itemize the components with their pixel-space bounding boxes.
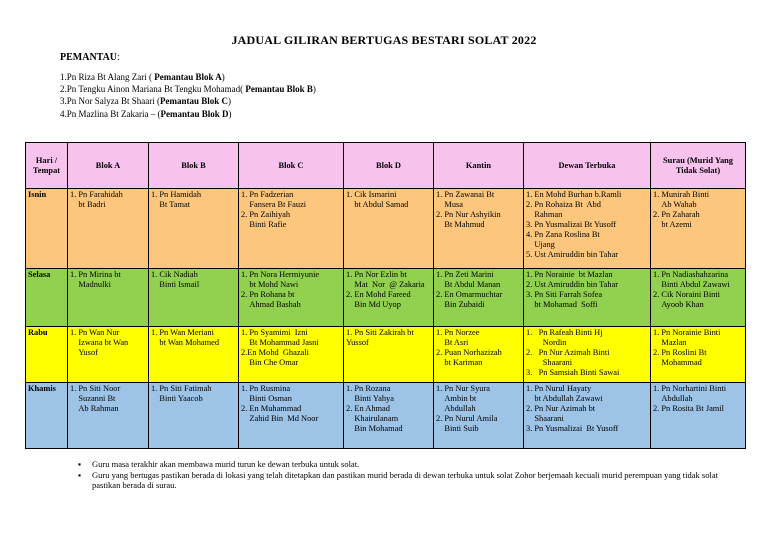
table-row xyxy=(26,189,746,269)
duty-cell xyxy=(434,189,524,269)
teacher-line: Rahman xyxy=(526,210,563,219)
teacher-list xyxy=(70,190,146,210)
teacher-line: Fansera Bt Fauzi xyxy=(241,200,307,209)
teacher-list xyxy=(436,384,521,434)
teacher-line: Bt Mohammad Jasni xyxy=(241,338,319,347)
pemantau-role: Pemantau Blok A xyxy=(154,72,222,82)
teacher-line: 1. Pn Norzee xyxy=(436,328,480,337)
pemantau-name: 1.Pn Riza Bt Alang Zari ( xyxy=(60,72,155,82)
teacher-list xyxy=(436,270,521,310)
column-header: Dewan Terbuka xyxy=(524,143,651,189)
teacher-line: 3. Pn Samsiah Binti Sawai xyxy=(526,368,620,377)
teacher-line: 2. En Omarmuchtar xyxy=(436,290,503,299)
teacher-line: 2. Cik Noraini Binti xyxy=(653,290,720,299)
pemantau-suffix: ) xyxy=(312,84,316,95)
teacher-line: 1. Pn Rozana xyxy=(346,384,391,393)
teacher-list xyxy=(151,328,236,348)
column-header: Hari / Tempat xyxy=(26,143,68,189)
teacher-line: Ambin bt xyxy=(436,394,477,403)
schedule-table xyxy=(25,142,746,449)
teacher-line: Khairulanam xyxy=(346,414,399,423)
teacher-line: 2. Pn Nur Azimah Binti xyxy=(526,348,610,357)
teacher-line: 2. En Muhammad xyxy=(241,404,302,413)
teacher-line: 1. Pn Farahidah xyxy=(70,190,123,199)
teacher-line: 1. Pn Siti Noor xyxy=(70,384,121,393)
teacher-line: 1. Pn Siti Fatimah xyxy=(151,384,212,393)
teacher-line: Bin Che Omar xyxy=(241,358,299,367)
teacher-line: Ab Rahman xyxy=(70,404,119,413)
teacher-line: 3. Pn Yusmalizai Bt Yusoff xyxy=(526,220,617,229)
teacher-line: Binti Osman xyxy=(241,394,292,403)
teacher-line: 1. Cik Nadiah xyxy=(151,270,198,279)
page-title: JADUAL GILIRAN BERTUGAS BESTARI SOLAT 2022 xyxy=(231,33,537,47)
duty-cell xyxy=(344,327,434,383)
teacher-line: 2. Pn Rosita Bt Jamil xyxy=(653,404,724,413)
table-row xyxy=(26,327,746,383)
teacher-line: Ab Wahab xyxy=(653,200,697,209)
teacher-line: Binti Yahya xyxy=(346,394,394,403)
teacher-line: 1. Pn Nora Hermiyunie xyxy=(241,270,320,279)
teacher-list xyxy=(526,190,648,260)
duty-cell xyxy=(149,269,239,327)
header-row xyxy=(26,143,746,189)
teacher-line: 1. Pn Nurul Hayaty xyxy=(526,384,592,393)
pemantau-suffix: ) xyxy=(221,72,225,82)
pemantau-list xyxy=(60,71,316,120)
teacher-line: 1. Munirah Binti xyxy=(653,190,710,199)
teacher-line: 1. Pn Zawanai Bt xyxy=(436,190,495,199)
teacher-line: 2. Pn Nur Azimah bt xyxy=(526,404,596,413)
pemantau-item xyxy=(60,95,316,107)
duty-cell xyxy=(434,327,524,383)
teacher-line: 1. Pn Rafeah Binti Hj xyxy=(526,328,603,337)
teacher-line: Madnulki xyxy=(70,280,111,289)
teacher-line: 2.En Mohd Ghazali xyxy=(241,348,309,357)
teacher-line: 2. Pn Zaharah xyxy=(653,210,700,219)
duty-cell xyxy=(239,327,344,383)
teacher-line: Ujang xyxy=(526,240,555,249)
teacher-list xyxy=(653,190,743,230)
pemantau-role: Pemantau Blok C xyxy=(159,96,228,107)
duty-cell xyxy=(651,327,746,383)
duty-cell xyxy=(651,269,746,327)
column-header: Kantin xyxy=(434,143,524,189)
pemantau-heading-text: PEMANTAU xyxy=(60,52,118,63)
teacher-list xyxy=(653,328,743,368)
teacher-line: 1. Pn Wan Meriani xyxy=(151,328,214,337)
teacher-line: Mat Nor @ Zakaria xyxy=(346,280,425,289)
teacher-line: Binti Yaacob xyxy=(151,394,203,403)
pemantau-name: 4.Pn Mazlina Bt Zakaria – ( xyxy=(60,108,161,119)
column-header: Blok D xyxy=(344,143,434,189)
teacher-line: bt Abdullah Zawawi xyxy=(526,394,603,403)
teacher-line: 2. Pn Nur Ashyikin xyxy=(436,210,501,219)
pemantau-name: 3.Pn Nor Salyza Bt Shaari ( xyxy=(60,96,160,107)
teacher-line: Binti Rafie xyxy=(241,220,287,229)
teacher-line: Bin Zubaidi xyxy=(436,300,485,309)
teacher-list xyxy=(70,270,146,290)
teacher-list xyxy=(241,384,341,424)
table-row xyxy=(26,269,746,327)
teacher-line: 2. Pn Rohaiza Bt Abd xyxy=(526,200,601,209)
teacher-line: 2. Pn Nurul Amila xyxy=(436,414,498,423)
column-header: Surau (Murid Yang Tidak Solat) xyxy=(651,143,746,189)
teacher-line: 5. Ust Amiruddin bin Tahar xyxy=(526,250,619,259)
pemantau-item xyxy=(60,71,316,83)
teacher-line: bt Kariman xyxy=(436,358,483,367)
teacher-line: Yussof xyxy=(346,338,369,347)
teacher-list xyxy=(436,190,521,230)
teacher-line: Ayoob Khan xyxy=(653,300,704,309)
teacher-list xyxy=(653,384,743,414)
teacher-line: Binti Abdul Zawawi xyxy=(653,280,730,289)
duty-cell xyxy=(524,383,651,449)
pemantau-item xyxy=(60,108,316,120)
day-cell: Isnin xyxy=(26,189,68,269)
teacher-list xyxy=(653,270,743,310)
teacher-line: 1. Pn Mirina bt xyxy=(70,270,121,279)
teacher-line: 1. En Mohd Burhan b.Ramli xyxy=(526,190,622,199)
teacher-line: 3. Pn Yusmalizai Bt Yusoff xyxy=(526,424,619,433)
teacher-line: Nordin xyxy=(526,338,567,347)
teacher-line: bt Azemi xyxy=(653,220,692,229)
pemantau-suffix: ) xyxy=(228,96,231,107)
duty-cell xyxy=(68,327,149,383)
teacher-line: Bt Tamat xyxy=(151,200,191,209)
duty-cell xyxy=(149,383,239,449)
teacher-line: Bt Mahmud xyxy=(436,220,485,229)
teacher-line: 2. Pn Roslini Bt xyxy=(653,348,707,357)
teacher-list xyxy=(151,270,236,290)
teacher-line: 1. Pn Rusmina xyxy=(241,384,291,393)
pemantau-heading: PEMANTAU: xyxy=(60,52,120,63)
duty-cell xyxy=(68,383,149,449)
teacher-line: bt Badri xyxy=(70,200,106,209)
day-cell: Rabu xyxy=(26,327,68,383)
column-header: Blok A xyxy=(68,143,149,189)
table-row xyxy=(26,383,746,449)
duty-cell xyxy=(524,189,651,269)
day-cell: Khamis xyxy=(26,383,68,449)
teacher-line: 1. Pn Fadzerian xyxy=(241,190,294,199)
teacher-line: 1. Pn Norainie bt Mazlan xyxy=(526,270,613,279)
duty-cell xyxy=(239,189,344,269)
teacher-line: Izwana bt Wan xyxy=(70,338,129,347)
teacher-list xyxy=(436,328,521,368)
teacher-line: Shaarani xyxy=(526,414,564,423)
teacher-line: 1. Pn Zeti Marini xyxy=(436,270,494,279)
teacher-line: Bt Asri xyxy=(436,338,469,347)
teacher-line: Binti Ismail xyxy=(151,280,200,289)
duty-cell xyxy=(344,383,434,449)
column-header: Blok B xyxy=(149,143,239,189)
teacher-line: 2. En Ahmad xyxy=(346,404,390,413)
pemantau-suffix: ) xyxy=(228,108,232,119)
teacher-line: bt Wan Mohamed xyxy=(151,338,220,347)
teacher-line: 1. Pn Hamidah xyxy=(151,190,202,199)
teacher-line: 1. Pn Syamimi Izni xyxy=(241,328,308,337)
teacher-line: Binti Suib xyxy=(436,424,479,433)
teacher-line: 2. Pn Zaihiyah xyxy=(241,210,291,219)
column-header: Blok C xyxy=(239,143,344,189)
teacher-line: Shaarani xyxy=(526,358,573,367)
teacher-list xyxy=(526,328,648,378)
teacher-line: 1. Pn Nor Ezlin bt xyxy=(346,270,407,279)
duty-cell xyxy=(651,383,746,449)
teacher-line: Bt Abdul Manan xyxy=(436,280,501,289)
teacher-line: Mohammad xyxy=(653,358,702,367)
teacher-line: 1. Pn Nadiashahzarina xyxy=(653,270,729,279)
day-cell: Selasa xyxy=(26,269,68,327)
teacher-line: 2. Puan Norhazizah xyxy=(436,348,502,357)
teacher-line: Zahid Bin Md Noor xyxy=(241,414,319,423)
teacher-list xyxy=(346,384,431,434)
teacher-line: Suzanni Bt xyxy=(70,394,116,403)
teacher-list xyxy=(70,328,146,358)
duty-cell xyxy=(524,327,651,383)
teacher-line: Abdullah xyxy=(436,404,476,413)
teacher-list xyxy=(241,270,341,310)
teacher-list xyxy=(70,384,146,414)
duty-cell xyxy=(68,189,149,269)
teacher-line: Yusof xyxy=(70,348,98,357)
teacher-list xyxy=(151,384,236,404)
duty-cell xyxy=(651,189,746,269)
teacher-line: 3. Pn Siti Farrah Sofea xyxy=(526,290,603,299)
teacher-line: 2. Ust Amiruddin bin Tahar xyxy=(526,280,619,289)
teacher-line: 1. Pn Siti Zakirah bt xyxy=(346,328,414,337)
teacher-line: bt Mohd Nawi xyxy=(241,280,299,289)
teacher-list xyxy=(151,190,236,210)
note-item: ▪ Guru masa terakhir akan membawa murid turun ke dewan terbuka untuk solat. xyxy=(78,459,718,470)
duty-cell xyxy=(434,383,524,449)
duty-cell xyxy=(524,269,651,327)
teacher-line: Bin Mohamad xyxy=(346,424,403,433)
duty-cell xyxy=(149,189,239,269)
teacher-line: Ahmad Bashah xyxy=(241,300,301,309)
teacher-line: 4. Pn Zana Roslina Bt xyxy=(526,230,600,239)
teacher-line: 1. Pn Norhartini Binti xyxy=(653,384,727,393)
duty-cell xyxy=(149,327,239,383)
teacher-line: Mazlan xyxy=(653,338,687,347)
teacher-line: Abdullah xyxy=(653,394,693,403)
teacher-line: Musa xyxy=(436,200,463,209)
teacher-line: 1. Pn Norainie Binti xyxy=(653,328,721,337)
teacher-list xyxy=(241,328,341,368)
notes xyxy=(78,459,718,491)
teacher-line: bt Abdul Samad xyxy=(346,200,409,209)
teacher-line: 1. Pn Nur Syura xyxy=(436,384,490,393)
teacher-line: 2. En Mohd Fareed xyxy=(346,290,411,299)
teacher-list xyxy=(526,270,648,310)
pemantau-role: Pemantau Blok B xyxy=(245,84,313,95)
teacher-line: bt Mohamad Soffi xyxy=(526,300,598,309)
teacher-line: Bin Md Uyop xyxy=(346,300,401,309)
teacher-list xyxy=(241,190,341,230)
teacher-list xyxy=(526,384,648,434)
pemantau-name: 2.Pn Tengku Ainon Mariana Bt Tengku Mohamad( xyxy=(60,84,246,95)
teacher-list xyxy=(346,328,431,348)
pemantau-item xyxy=(60,83,316,95)
teacher-line: 1. Pn Wan Nur xyxy=(70,328,120,337)
duty-cell xyxy=(344,269,434,327)
teacher-line: 2. Pn Rohana bt xyxy=(241,290,295,299)
teacher-list xyxy=(346,190,431,210)
duty-cell xyxy=(239,269,344,327)
duty-cell xyxy=(68,269,149,327)
note-item: ▪ Guru yang bertugas pastikan berada di lokasi yang telah ditetapkan dan pastikan murid berada di dewan terbuka untuk solat Zohor berjemaah kecuali murid perempuan yang tidak solat pastikan berada di surau. xyxy=(78,470,718,491)
teacher-list xyxy=(346,270,431,310)
duty-cell xyxy=(344,189,434,269)
pemantau-role: Pemantau Blok D xyxy=(160,108,229,119)
teacher-line: 1. Cik Ismarini xyxy=(346,190,397,199)
duty-cell xyxy=(434,269,524,327)
duty-cell xyxy=(239,383,344,449)
